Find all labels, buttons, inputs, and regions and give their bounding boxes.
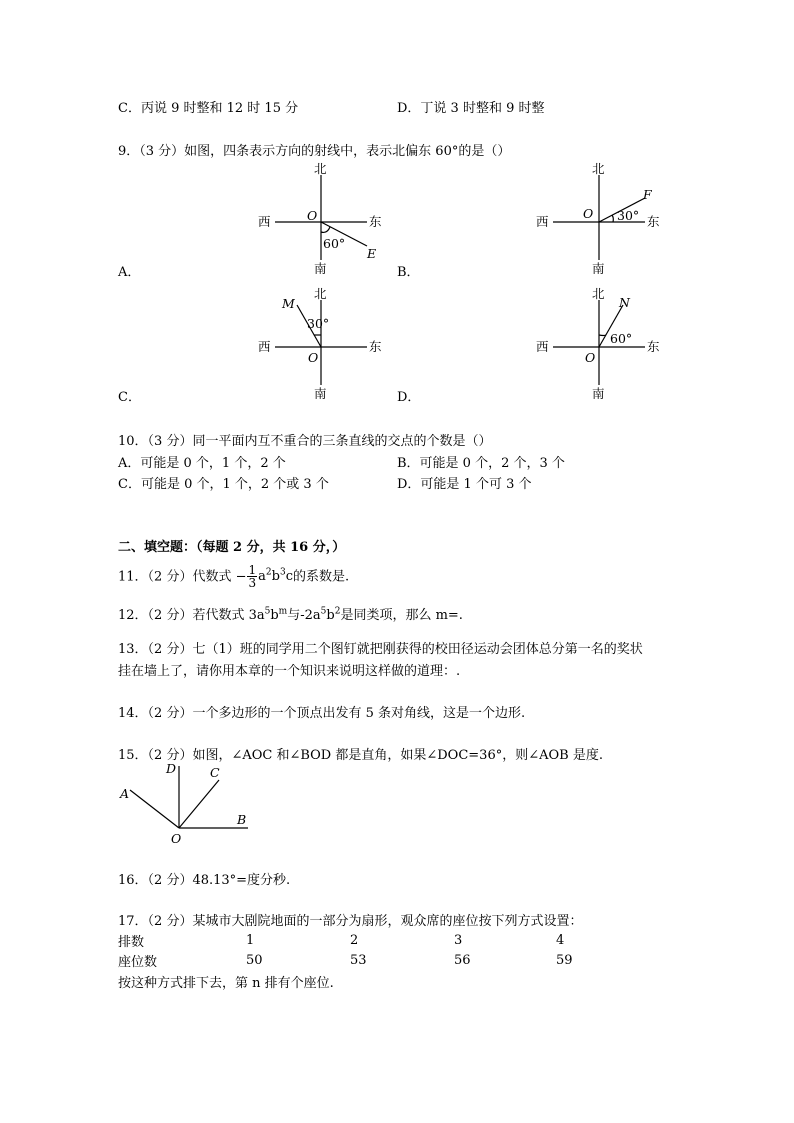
q10-option-d: D．可能是 1 个可 3 个 (397, 477, 532, 492)
q9-diagram-d (533, 285, 673, 405)
q9a-east-label: 东 (369, 214, 382, 229)
q17-row-cell: 2 (350, 932, 359, 948)
q11-fraction (247, 564, 257, 589)
q9c-north-label: 北 (314, 286, 327, 301)
q9a-west-label: 西 (258, 214, 271, 229)
section-2-title: 二、填空题：（每题 2 分，共 16 分，） (118, 540, 346, 555)
q11-suffix: 的系数是. (292, 569, 350, 585)
q17-row-cell: 1 (246, 932, 255, 948)
q9b-origin-label: O (583, 206, 594, 221)
q9d-west-label: 西 (536, 339, 549, 354)
q15-label-a: A (120, 786, 130, 801)
q14-text: 14．（2 分）一个多边形的一个顶点出发有 5 条对角线，这是一个边形. (118, 706, 526, 721)
q9b-angle-label: 30° (617, 208, 640, 223)
q9d-north-label: 北 (592, 286, 605, 301)
q13-line-2: 挂在墙上了，请你用本章的一个知识来说明这样做的道理：. (118, 664, 461, 679)
q17-conclusion: 按这种方式排下去，第 n 排有个座位. (118, 976, 334, 991)
q17-seat-table (118, 930, 596, 970)
q11-prefix: 11．（2 分）代数式 − (118, 569, 247, 585)
q9b-west-label: 西 (536, 214, 549, 229)
q10-stem: 10．（3 分）同一平面内互不重合的三条直线的交点的个数是（） (118, 434, 492, 449)
q11-line (118, 558, 350, 591)
q13-line-1: 13．（2 分）七（1）班的同学用二个图钉就把刚获得的校田径运动会团体总分第一名的奖状 (118, 642, 643, 657)
q11-fraction-numerator: 1 (248, 563, 257, 578)
q12-line: 12．（2 分）若代数式 $3a^5b^m$与$-2a^5b^2$是同类项，那么 m=. (118, 606, 463, 623)
q9b-north-label: 北 (592, 161, 605, 176)
q9-option-c-label: C． (118, 390, 141, 405)
q8-option-d: D．丁说 3 时整和 9 时整 (397, 101, 545, 116)
q9c-south-label: 南 (314, 386, 327, 401)
q9b-east-label: 东 (647, 214, 660, 229)
q9c-ray-label: M (282, 296, 295, 311)
q12-mid: 与-2a (287, 608, 321, 623)
q9c-angle-label: 30° (307, 316, 330, 331)
q8-option-c: C．丙说 9 时整和 12 时 15 分 (118, 101, 299, 116)
q9b-south-label: 南 (592, 261, 605, 276)
q17-seat-cell: 53 (350, 952, 367, 968)
q10-option-a: A．可能是 0 个，1 个，2 个 (118, 456, 286, 471)
q16-text: 16．（2 分）48.13°=度分秒. (118, 873, 291, 888)
q17-row-header: 排数 (118, 934, 145, 950)
q15-text: 15．（2 分）如图，∠AOC 和∠BOD 都是直角，如果∠DOC=36°，则∠AOB 是度. (118, 748, 603, 763)
q17-seat-cell: 59 (556, 952, 573, 968)
q9-option-a-label: A． (118, 265, 141, 280)
q9d-ray-label: N (619, 295, 630, 310)
q17-stem: 17．（2 分）某城市大剧院地面的一部分为扇形，观众席的座位按下列方式设置： (118, 914, 583, 929)
q15-label-d: D (166, 761, 177, 776)
q17-seat-cell: 56 (454, 952, 471, 968)
q9d-east-label: 东 (647, 339, 660, 354)
q9c-west-label: 西 (258, 339, 271, 354)
q9-option-b-label: B． (397, 265, 420, 280)
q9c-east-label: 东 (369, 339, 382, 354)
table-row (118, 930, 596, 950)
q11-term: $a^2b^3c$ (258, 568, 293, 585)
q9d-south-label: 南 (592, 386, 605, 401)
q9a-north-label: 北 (314, 161, 327, 176)
table-row (118, 950, 596, 970)
q10-option-c: C．可能是 0 个，1 个，2 个或 3 个 (118, 477, 329, 492)
q10-option-b: B．可能是 0 个，2 个，3 个 (397, 456, 565, 471)
q12-prefix: 12．（2 分）若代数式 3a (118, 608, 265, 623)
q9b-ray-label: F (643, 187, 652, 202)
q15-label-o: O (171, 831, 182, 846)
q17-seat-header: 座位数 (118, 954, 158, 970)
q9-option-d-label: D． (397, 390, 421, 405)
q9c-origin-label: O (308, 350, 319, 365)
q9d-angle-label: 60° (610, 331, 633, 346)
q15-label-b: B (237, 812, 247, 827)
q9d-origin-label: O (585, 350, 596, 365)
q9a-origin-label: O (307, 208, 318, 223)
q9a-ray-label: E (367, 246, 377, 261)
q9-stem: 9．（3 分）如图，四条表示方向的射线中，表示北偏东 60°的是（） (118, 144, 511, 159)
q17-row-cell: 4 (556, 932, 565, 948)
q12-suffix: 是同类项，那么 m=. (340, 608, 463, 623)
q15-diagram (115, 758, 265, 848)
q9-diagram-c (255, 285, 395, 405)
q9a-south-label: 南 (314, 261, 327, 276)
q17-row-cell: 3 (454, 932, 463, 948)
q9a-angle-label: 60° (323, 236, 346, 251)
q9-diagram-b (533, 160, 673, 280)
q15-label-c: C (210, 765, 220, 780)
q17-seat-cell: 50 (246, 952, 263, 968)
q9-diagram-a (255, 160, 395, 280)
q11-fraction-denominator: 3 (248, 576, 257, 591)
